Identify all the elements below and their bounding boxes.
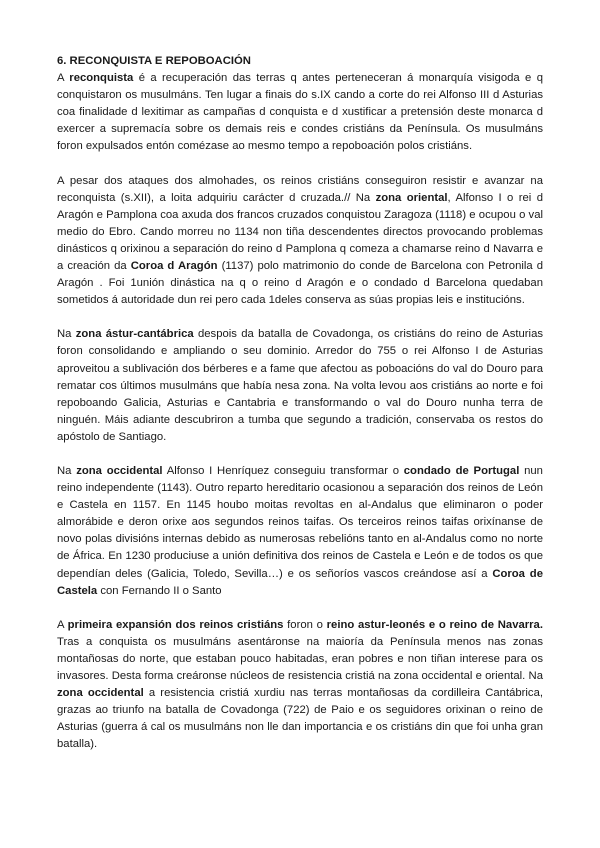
paragraph: [57, 173, 543, 310]
bold-term: reconquista: [69, 72, 134, 85]
text-run: A pesar dos ataques dos almohades, os reinos cristiáns conseguiron resistir e avanzar na reconquista (s.XII), a loita adquiriu carácter d cruzada.// Na: [57, 174, 543, 204]
text-run: , Alfonso I o rei d Aragón e Pamplona coa axuda dos francos cruzados conquistou Zaragoza (1118) e ocupou o val medio do Ebro. Cando morreu no 1134 non tiña descendentes directos provocando problemas dinásticos q orixinou a separación do reino d Pamplona q comeza a chamarse reino d Navarra e a creación da: [57, 191, 543, 273]
paragraph: [57, 326, 543, 446]
text-run: Na: [57, 464, 77, 477]
bold-term: zona occidental: [57, 687, 144, 700]
section-title: 6. RECONQUISTA E REPOBOACIÓN: [57, 55, 251, 67]
document-body: [57, 53, 543, 753]
bold-term: zona oriental: [375, 191, 448, 204]
text-run: (1137) polo matrimonio do conde de Barcelona con Petronila d Aragón . Foi 1unión dinástica na q o reino d Aragón e o condado d Barcelona quedaban sometidos á autoridade dun rei pero cada 1deles conserva as súas propias leis e institucións.: [57, 260, 544, 307]
text-run: Na: [57, 328, 76, 341]
paragraphs: [57, 70, 543, 753]
text-run: foron o: [283, 618, 327, 631]
bold-term: zona occidental: [76, 464, 163, 477]
text-run: a resistencia cristiá xurdiu nas terras montañosas da cordilleira Cantábrica, grazas ao triunfo na batalla de Covadonga (722) de Paio e os seguidores orixinan o reino de Asturias (guerra á cal os musulmáns non lle dan importancia e os cristiáns din que foi unha gran batalla).: [57, 687, 543, 751]
text-run: A: [57, 618, 68, 631]
text-run: despois da batalla de Covadonga, os cristiáns do reino de Asturias foron consolidando e ampliando o seu dominio. Arredor do 755 o rei Alfonso I de Asturias aproveitou a sublivación dos bérberes e a fame que afectou as poboacións do val do Douro para rematar cos últimos musulmáns que había nesa zona. Na volta levou aos cristiáns ao norte e foi repoboando Galicia, Asturias e Cantabria e transformando o val do Douro nunha terra de ninguén. Máis adiante descubriron a tumba que segundo a tradición, conservaba os restos do apóstolo de Santiago.: [57, 328, 543, 443]
bold-term: primeira expansión dos reinos cristiáns: [67, 618, 284, 631]
text-run: nun reino independente (1143). Outro reparto hereditario ocasionou a separación dos reinos de León e Castela en 1157. En 1145 houbo moitas revoltas en al-Andalus que eliminaron o poder almorábide e deron orixe aos segundos reinos taifas. Os terceiros reinos taifas orixínanse de novo polas divisións internas debido as numerosas rebelións tanto en al-Andalus como no norte de África. En 1230 produciuse a unión definitiva dos reinos de Castela e León e de todos os que dependían deles (Galicia, Toledo, Sevilla…) e os señoríos vascos creándose así a: [57, 464, 543, 580]
bold-term: Coroa d Aragón: [130, 260, 218, 273]
text-run: é a recuperación das terras q antes perteneceran á monarquía visigoda e q conquistaron os musulmáns. Ten lugar a finais do s.IX cando a corte do rei Alfonso III d Asturias coa finalidade d lexitimar as campañas d conquista e d xustificar a pretensión deste monarca d exercer a supremacía sobre os demais reis e condes cristiáns da Península. Os musulmáns foron expulsados entón comézase ao mesmo tempo a repoboación polos cristiáns.: [57, 72, 543, 153]
text-run: Alfonso I Henríquez conseguiu transformar o: [162, 464, 404, 477]
bold-term: reino astur-leonés e o reino de Navarra.: [326, 618, 543, 631]
text-run: Tras a conquista os musulmáns asentáronse na maioría da Península menos nas zonas montañosas do norte, que estaban pouco habitadas, eran pobres e non tiñan interese para os invasores. Desta forma creáronse núcleos de resistencia cristiá na zona occidental e oriental. Na: [57, 635, 543, 682]
paragraph: [57, 617, 543, 754]
paragraph: [57, 463, 543, 600]
text-run: A: [57, 72, 70, 85]
text-run: con Fernando II o Santo: [97, 584, 222, 597]
bold-term: Coroa de Castela: [57, 567, 543, 597]
paragraph: [57, 70, 543, 155]
bold-term: condado de Portugal: [403, 464, 520, 477]
bold-term: zona ástur-cantábrica: [75, 328, 194, 341]
